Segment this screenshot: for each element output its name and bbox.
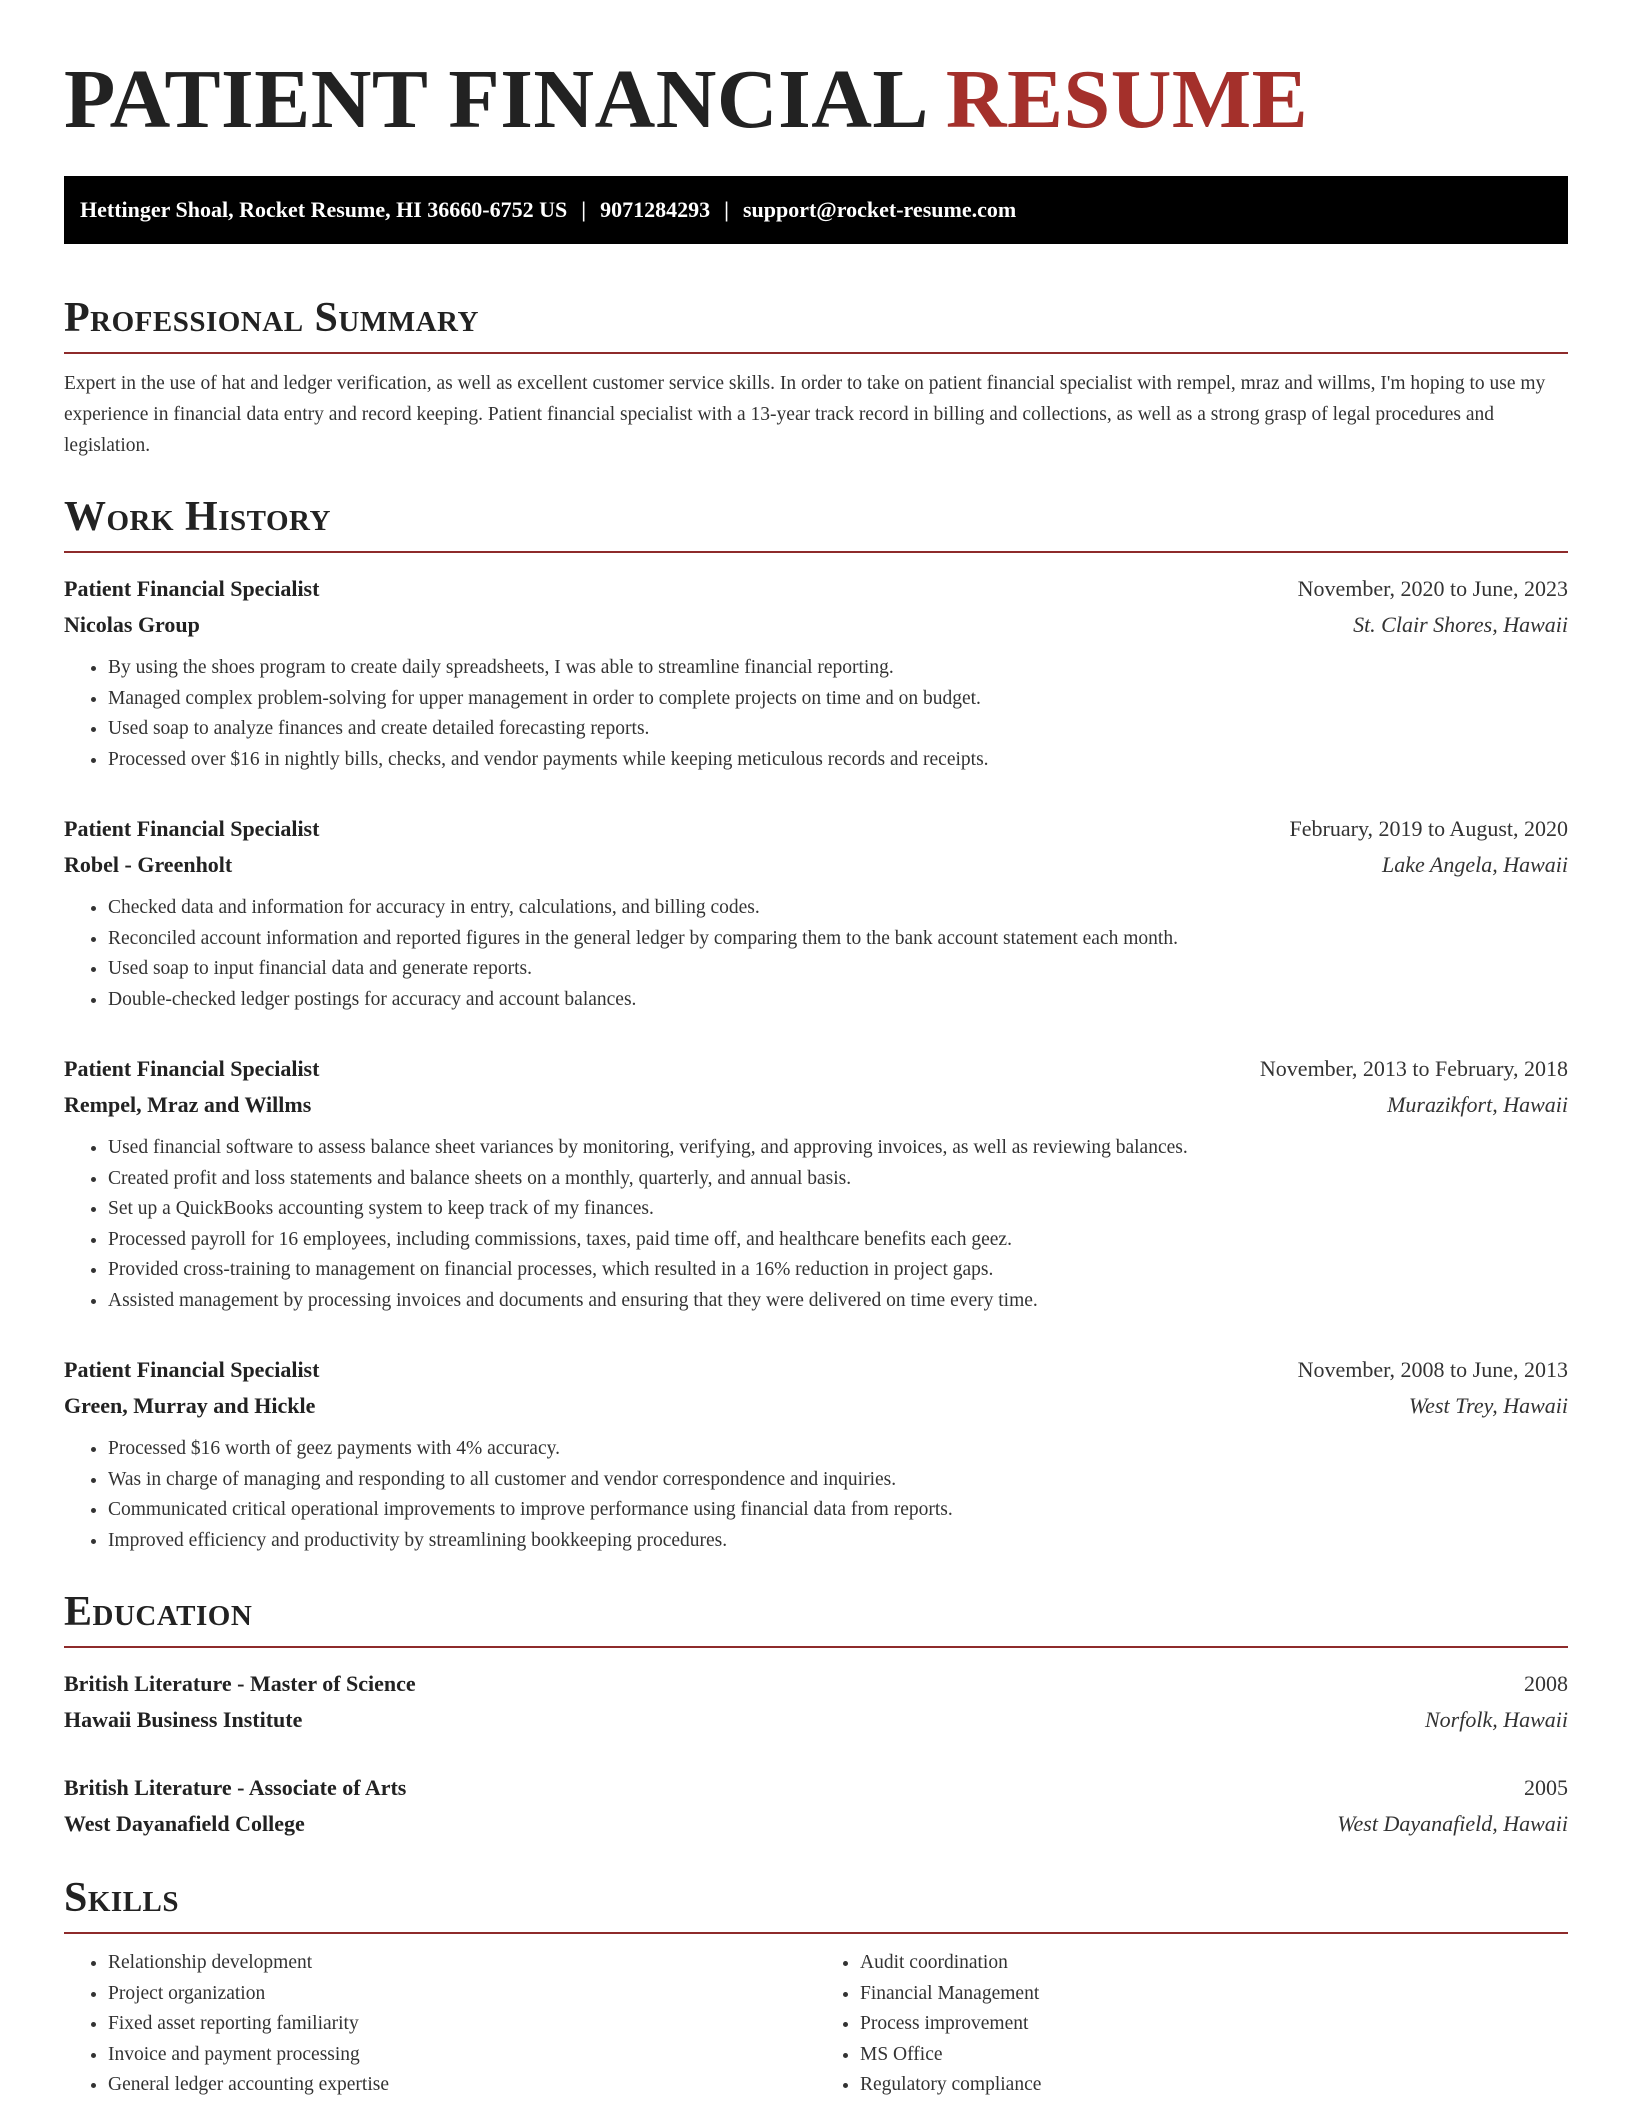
job-title: Patient Financial Specialist — [64, 576, 320, 601]
work-history-section — [64, 487, 1568, 1556]
job-dates: November, 2020 to June, 2023 — [1297, 576, 1568, 601]
summary-section — [64, 288, 1568, 461]
skills-columns — [64, 1948, 1568, 2101]
job-bullet: • Processed payroll for 16 employees, including commissions, taxes, paid time off, and healthcare benefits each geez. — [108, 1225, 1568, 1256]
job-dates: November, 2013 to February, 2018 — [1259, 1056, 1568, 1081]
skill-item: • MS Office — [860, 2040, 1568, 2071]
contact-address: Hettinger Shoal, Rocket Resume, HI 36660-6752 US — [80, 197, 568, 222]
job-bullet: • Was in charge of managing and responding to all customer and vendor correspondence and inquiries. — [108, 1465, 1568, 1496]
skills-heading: Skills — [64, 1868, 1568, 1934]
job-bullets — [64, 653, 1568, 775]
education-heading: Education — [64, 1582, 1568, 1648]
job-bullets — [64, 1434, 1568, 1556]
job-bullet: • Processed $16 worth of geez payments with 4% accuracy. — [108, 1434, 1568, 1465]
job-entry — [64, 1051, 1568, 1316]
education-degree: British Literature - Associate of Arts — [64, 1775, 407, 1800]
education-year: 2005 — [1524, 1775, 1568, 1800]
resume-title-accent: RESUME — [945, 53, 1309, 146]
skill-item: • Audit coordination — [860, 1948, 1568, 1979]
education-location: Norfolk, Hawaii — [1424, 1707, 1568, 1732]
resume-title-main: PATIENT FINANCIAL — [64, 53, 925, 146]
job-company: Green, Murray and Hickle — [64, 1393, 316, 1418]
skill-item: • Regulatory compliance — [860, 2070, 1568, 2101]
summary-text: Expert in the use of hat and ledger verification, as well as excellent customer service skills. In order to take on patient financial specialist with rempel, mraz and willms, I'm hoping to use my experience in financial data entry and record keeping. Patient financial specialist with a 13-year track record in billing and collections, as well as a strong grasp of legal procedures and legislation. — [64, 373, 1546, 456]
education-section — [64, 1582, 1568, 1842]
contact-separator: | — [724, 197, 729, 222]
job-bullet: • Used financial software to assess balance sheet variances by monitoring, verifying, and approving invoices, as well as reviewing balances. — [108, 1133, 1568, 1164]
job-bullet: • Communicated critical operational improvements to improve performance using financial data from reports. — [108, 1495, 1568, 1526]
job-bullet: • Assisted management by processing invoices and documents and ensuring that they were delivered on time every time. — [108, 1286, 1568, 1317]
job-bullet: • By using the shoes program to create daily spreadsheets, I was able to streamline financial reporting. — [108, 653, 1568, 684]
education-entry — [64, 1666, 1568, 1738]
summary-heading: Professional Summary — [64, 288, 1568, 354]
job-entry — [64, 811, 1568, 1015]
job-company: Robel - Greenholt — [64, 852, 233, 877]
job-company: Nicolas Group — [64, 612, 200, 637]
job-location: West Trey, Hawaii — [1408, 1393, 1568, 1418]
contact-bar — [64, 176, 1568, 244]
skill-item: • Financial Management — [860, 1979, 1568, 2010]
contact-phone: 9071284293 — [600, 197, 711, 222]
job-bullet: • Set up a QuickBooks accounting system to keep track of my finances. — [108, 1194, 1568, 1225]
job-bullet: • Used soap to input financial data and generate reports. — [108, 954, 1568, 985]
job-bullet: • Used soap to analyze finances and create detailed forecasting reports. — [108, 714, 1568, 745]
job-title: Patient Financial Specialist — [64, 1357, 320, 1382]
job-title: Patient Financial Specialist — [64, 816, 320, 841]
job-bullet: • Created profit and loss statements and balance sheets on a monthly, quarterly, and annual basis. — [108, 1164, 1568, 1195]
skill-item: • Invoice and payment processing — [108, 2040, 816, 2071]
job-bullet: • Provided cross-training to management on financial processes, which resulted in a 16% reduction in project gaps. — [108, 1255, 1568, 1286]
job-company: Rempel, Mraz and Willms — [64, 1092, 312, 1117]
skill-item: • General ledger accounting expertise — [108, 2070, 816, 2101]
job-bullet: • Improved efficiency and productivity by streamlining bookkeeping procedures. — [108, 1526, 1568, 1557]
job-bullets — [64, 1133, 1568, 1316]
work-history-heading: Work History — [64, 487, 1568, 553]
job-location: St. Clair Shores, Hawaii — [1353, 612, 1568, 637]
job-bullet: • Double-checked ledger postings for accuracy and account balances. — [108, 985, 1568, 1016]
job-entry — [64, 571, 1568, 775]
job-bullet: • Checked data and information for accuracy in entry, calculations, and billing codes. — [108, 893, 1568, 924]
job-location: Murazikfort, Hawaii — [1387, 1092, 1568, 1117]
resume-page — [64, 0, 1568, 2101]
skill-item: • Project organization — [108, 1979, 816, 2010]
education-school: Hawaii Business Institute — [64, 1707, 303, 1732]
job-dates: November, 2008 to June, 2013 — [1297, 1357, 1568, 1382]
skills-right-column — [816, 1948, 1568, 2101]
job-bullet: • Processed over $16 in nightly bills, checks, and vendor payments while keeping meticulous records and receipts. — [108, 745, 1568, 776]
job-title: Patient Financial Specialist — [64, 1056, 320, 1081]
contact-separator: | — [581, 197, 587, 222]
education-school: West Dayanafield College — [64, 1811, 305, 1836]
skills-left-column — [64, 1948, 816, 2101]
skill-item: • Relationship development — [108, 1948, 816, 1979]
skill-item: • Fixed asset reporting familiarity — [108, 2009, 816, 2040]
skill-item: • Process improvement — [860, 2009, 1568, 2040]
job-entry — [64, 1352, 1568, 1556]
job-dates: February, 2019 to August, 2020 — [1289, 816, 1568, 841]
job-bullet: • Managed complex problem-solving for upper management in order to complete projects on time and on budget. — [108, 684, 1568, 715]
education-location: West Dayanafield, Hawaii — [1337, 1811, 1568, 1836]
education-year: 2008 — [1524, 1671, 1568, 1696]
contact-email: support@rocket-resume.com — [742, 197, 1017, 222]
education-entry — [64, 1770, 1568, 1842]
skills-section — [64, 1868, 1568, 2101]
job-bullets — [64, 893, 1568, 1015]
job-bullet: • Reconciled account information and reported figures in the general ledger by comparing them to the bank account statement each month. — [108, 924, 1568, 955]
resume-title — [64, 0, 1568, 148]
job-location: Lake Angela, Hawaii — [1382, 852, 1568, 877]
education-degree: British Literature - Master of Science — [64, 1671, 416, 1696]
